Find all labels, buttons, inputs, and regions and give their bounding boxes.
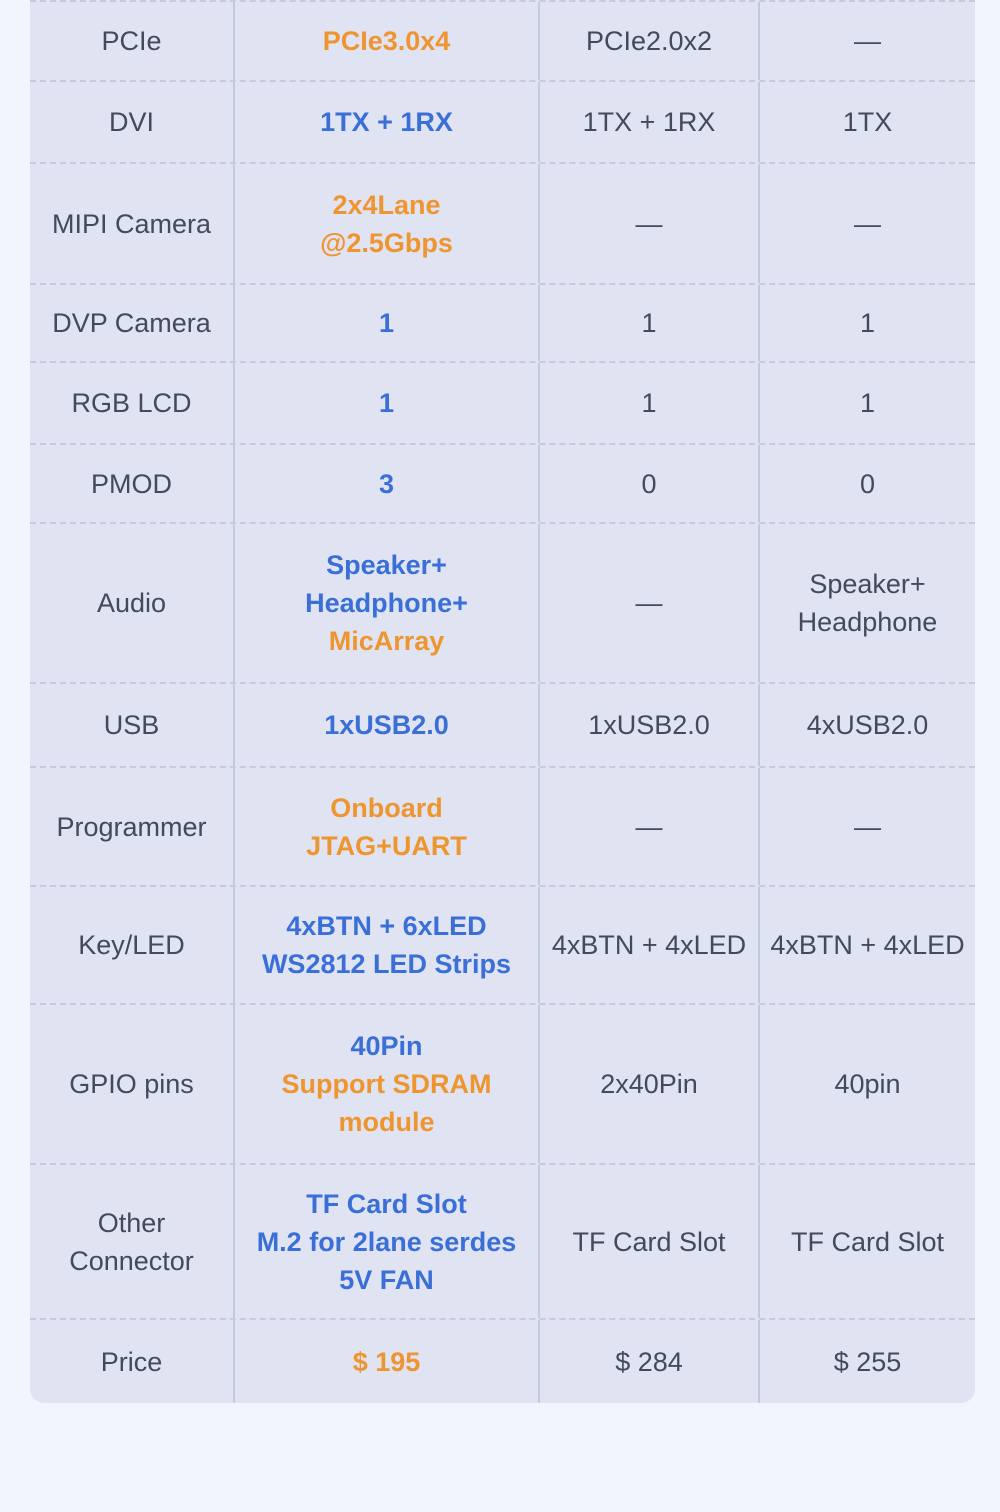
cell-line: $ 195 [352,1346,421,1377]
cell-product-3 [758,887,975,1003]
row-label: USB [103,710,160,740]
cell-product-2 [538,1165,758,1318]
cell-line: 3 [378,468,395,499]
cell-product-2 [538,1320,758,1403]
table-row [30,361,975,443]
table-row [30,522,975,682]
cell-line: 1TX + 1RX [320,107,453,137]
cell-product-1 [233,164,538,283]
cell-line: 1xUSB2.0 [588,710,710,740]
cell-line: 2x4Lane [332,189,441,220]
cell-line: 1 [859,388,876,418]
cell-product-1 [233,768,538,885]
row-label: DVP Camera [52,308,211,338]
cell-line: JTAG+UART [306,830,467,861]
cell-line: 4xBTN + 4xLED [770,930,965,960]
table-row [30,443,975,522]
cell-line: — [635,208,663,239]
cell-line: $ 255 [833,1346,902,1377]
cell-line: module [338,1107,435,1137]
table-row [30,885,975,1003]
cell-product-2 [538,887,758,1003]
cell-product-3 [758,82,975,162]
cell-line: 4xBTN + 4xLED [551,930,747,960]
cell-line: @2.5Gbps [320,227,453,258]
cell-line: 1TX [842,107,893,137]
cell-line: — [854,811,881,842]
cell-line: — [854,26,881,56]
cell-line: M.2 for 2lane serdes [256,1226,517,1257]
row-label: RGB LCD [71,388,192,418]
cell-line: MicArray [328,626,445,656]
cell-line: 2x40Pin [600,1069,698,1099]
cell-product-2 [538,445,758,522]
comparison-table [30,0,975,1403]
cell-product-1 [233,2,538,80]
cell-product-1 [233,524,538,682]
table-row [30,766,975,885]
cell-product-2 [538,524,758,682]
cell-product-1 [233,887,538,1003]
cell-line: PCIe2.0x2 [585,26,713,56]
row-label: MIPI Camera [51,208,212,239]
cell-product-2 [538,164,758,283]
cell-product-1 [233,1320,538,1403]
cell-product-3 [758,285,975,361]
cell-line: 1 [378,308,395,338]
cell-product-3 [758,1320,975,1403]
cell-line: 1 [641,308,657,338]
cell-product-3 [758,2,975,80]
cell-line: — [635,588,663,618]
cell-product-2 [538,684,758,766]
cell-product-3 [758,363,975,443]
row-label: GPIO pins [69,1069,194,1099]
row-label: PCIe [101,26,162,56]
cell-line: 4xUSB2.0 [806,710,929,740]
cell-line: — [635,811,663,842]
cell-product-2 [538,363,758,443]
row-label: Key/LED [78,930,185,960]
cell-product-1 [233,684,538,766]
cell-product-3 [758,445,975,522]
table-row [30,1163,975,1318]
cell-product-2 [538,82,758,162]
cell-product-3 [758,1165,975,1318]
cell-product-2 [538,1005,758,1163]
cell-line: 4xBTN + 6xLED [286,911,487,941]
cell-line: WS2812 LED Strips [261,949,512,979]
row-label: Other Connector [69,1207,194,1276]
cell-product-3 [758,768,975,885]
table-row [30,80,975,162]
cell-line: 1xUSB2.0 [324,710,449,740]
row-label: PMOD [91,468,172,499]
cell-line: 1 [378,388,395,418]
cell-line: TF Card Slot [572,1226,726,1257]
cell-line: Support SDRAM [281,1069,492,1099]
cell-line: PCIe3.0x4 [322,26,451,56]
cell-product-2 [538,2,758,80]
cell-line: $ 284 [615,1346,683,1377]
cell-line: 1 [859,308,876,338]
cell-product-1 [233,1005,538,1163]
cell-product-3 [758,524,975,682]
cell-line: 1TX + 1RX [582,107,716,137]
cell-line: TF Card Slot [306,1188,467,1219]
cell-product-2 [538,285,758,361]
cell-line: — [854,208,881,239]
cell-line: 40Pin [350,1031,423,1061]
cell-product-1 [233,1165,538,1318]
cell-line: Onboard [330,792,443,823]
cell-line: TF Card Slot [790,1226,945,1257]
cell-line: Headphone+ [305,588,468,618]
cell-line: 5V FAN [339,1264,434,1295]
cell-product-3 [758,684,975,766]
row-label: Audio [96,588,167,618]
cell-line: 0 [641,468,657,499]
table-row [30,0,975,80]
table-row [30,682,975,766]
cell-line: 40pin [834,1069,901,1099]
cell-product-1 [233,363,538,443]
cell-product-2 [538,768,758,885]
row-label: DVI [108,107,154,137]
cell-line: 1 [641,388,657,418]
cell-line: Headphone [797,607,938,637]
cell-product-1 [233,82,538,162]
cell-product-3 [758,1005,975,1163]
cell-line: Speaker+ [326,550,447,580]
cell-line: Speaker+ [809,569,926,599]
table-row [30,1003,975,1163]
cell-product-1 [233,445,538,522]
cell-line: 0 [859,468,876,499]
table-row [30,283,975,361]
table-row [30,1318,975,1403]
cell-product-1 [233,285,538,361]
row-label: Programmer [56,811,207,842]
row-label: Price [100,1346,163,1377]
cell-product-3 [758,164,975,283]
table-row [30,162,975,283]
